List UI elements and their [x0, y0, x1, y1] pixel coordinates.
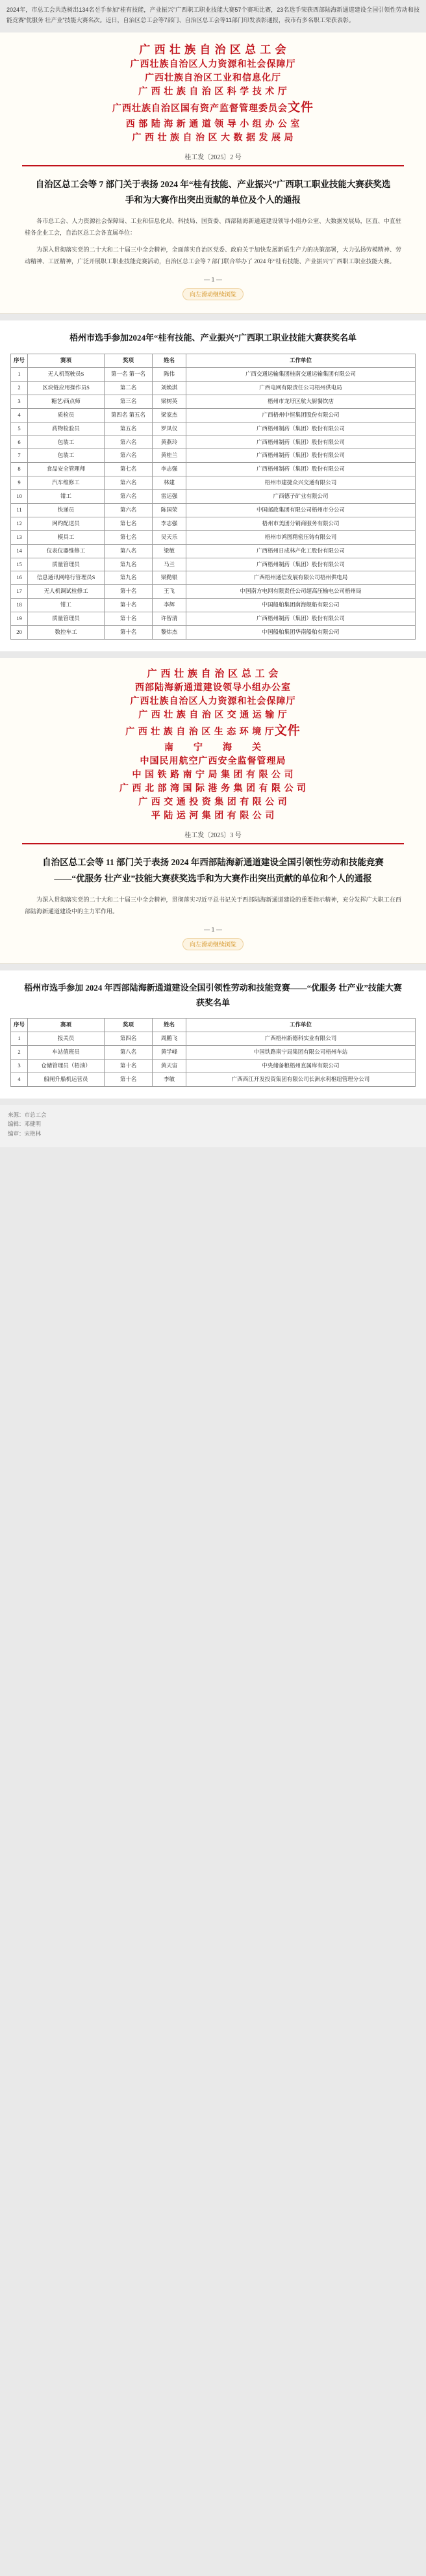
column-header-unit: 工作单位 — [186, 1019, 416, 1032]
table-row — [11, 585, 416, 599]
cell-index: 4 — [11, 408, 28, 422]
issuer-line: 西 部 陆 海 新 通 道 领 导 小 组 办 公 室 — [125, 119, 301, 129]
table-row — [11, 1046, 416, 1060]
cell-name: 吴天乐 — [153, 530, 186, 544]
footer-meta — [0, 1105, 426, 1147]
swipe-hint-label: 向左滑动继续浏览 — [182, 288, 244, 300]
cell-index: 8 — [11, 463, 28, 476]
cell-unit: 广西梧州日成林产化工股份有限公司 — [186, 544, 416, 558]
cell-rank: 第六名 — [105, 476, 153, 490]
cell-event: 报关员 — [28, 1032, 105, 1046]
issuer-line: 南 宁 海 关 — [164, 742, 262, 753]
cell-unit: 中国南方电网有限责任公司超高压输电公司梧州局 — [186, 585, 416, 599]
cell-event: 质量管理员 — [28, 558, 105, 571]
table-row — [11, 503, 416, 517]
cell-unit: 广西梧州制药（集团）股份有限公司 — [186, 422, 416, 436]
issuer-line-text: 广 西 壮 族 自 治 区 生 态 环 境 厅 — [125, 727, 275, 738]
cell-event: 数控车工 — [28, 626, 105, 640]
cell-event: 网约配送员 — [28, 517, 105, 530]
document-title: 自治区总工会等 7 部门关于表扬 2024 年“桂有技能、产业振兴”广西职工职业技能大赛获奖选手和为大赛作出突出贡献的单位及个人的通报 — [35, 179, 391, 205]
cell-index: 17 — [11, 585, 28, 599]
award-list-title: 梧州市选手参加 2024 年西部陆海新通道建设全国引领性劳动和技能竞赛——“优服务 壮产业”技能大赛获奖名单 — [24, 982, 402, 1008]
cell-rank: 第十名 — [105, 1060, 153, 1073]
cell-rank: 第十名 — [105, 1073, 153, 1086]
cell-event: 钳工 — [28, 599, 105, 612]
document-number: 桂工发〔2025〕3 号 — [184, 831, 242, 839]
red-divider-rule — [22, 843, 404, 844]
table-row — [11, 1073, 416, 1086]
cell-name: 陈国荣 — [153, 503, 186, 517]
cell-index: 20 — [11, 626, 28, 640]
swipe-hint-bar[interactable] — [22, 284, 404, 307]
swipe-hint-bar[interactable] — [22, 934, 404, 957]
cell-index: 13 — [11, 530, 28, 544]
table-row — [11, 490, 416, 504]
cell-unit: 梧州市美团分销商服务有限公司 — [186, 517, 416, 530]
issuer-line-with-wenjian — [22, 99, 404, 118]
issuer-line: 广 西 壮 族 自 治 区 交 通 运 输 厅 — [138, 710, 288, 721]
cell-name: 黄学峰 — [153, 1046, 186, 1060]
cell-rank: 第七名 — [105, 530, 153, 544]
document-paragraph: 各市总工会、人力资源社会保障局、工业和信息化局、科技局、国资委、西部陆海新通道建设领导小组办公室、大数据发展局，区直、中直驻桂各企业工会，自治区总工会各直属单位： — [25, 218, 401, 237]
table-row — [11, 395, 416, 408]
intro-section — [0, 0, 426, 33]
cell-event: 仓储管理员（梧油） — [28, 1060, 105, 1073]
cell-name: 李志强 — [153, 463, 186, 476]
cell-rank: 第十名 — [105, 612, 153, 626]
table-row — [11, 1032, 416, 1046]
cell-name: 黄桂兰 — [153, 449, 186, 463]
cell-event: 药物检验员 — [28, 422, 105, 436]
issuer-line: 广西壮族自治区人力资源和社会保障厅 — [130, 697, 296, 707]
table-row — [11, 408, 416, 422]
cell-index: 7 — [11, 449, 28, 463]
wenjian-label: 文件 — [287, 101, 314, 114]
cell-event: 模具工 — [28, 530, 105, 544]
cell-index: 19 — [11, 612, 28, 626]
column-header-event: 赛项 — [28, 1019, 105, 1032]
cell-index: 12 — [11, 517, 28, 530]
cell-rank: 第一名 第一名 — [105, 368, 153, 382]
cell-rank: 第七名 — [105, 517, 153, 530]
cell-rank: 第七名 — [105, 463, 153, 476]
award-table-1 — [10, 354, 416, 640]
cell-rank: 第四名 第五名 — [105, 408, 153, 422]
cell-event: 质检员 — [28, 408, 105, 422]
table-row — [11, 1060, 416, 1073]
cell-index: 10 — [11, 490, 28, 504]
cell-rank: 第四名 — [105, 1032, 153, 1046]
cell-event: 船闸升船机运营员 — [28, 1073, 105, 1086]
column-header-name: 姓名 — [153, 354, 186, 368]
cell-unit: 广西梧州中恒集团股份有限公司 — [186, 408, 416, 422]
issuer-line: 广 西 壮 族 自 治 区 总 工 会 — [147, 668, 279, 679]
cell-rank: 第三名 — [105, 395, 153, 408]
document-page — [0, 0, 426, 1147]
cell-unit: 广西梧州制药（集团）股份有限公司 — [186, 612, 416, 626]
red-header-block-1 — [0, 33, 426, 315]
cell-name: 刘焕淇 — [153, 381, 186, 395]
cell-unit: 中国邮政集团有限公司梧州市分公司 — [186, 503, 416, 517]
cell-name: 雷运强 — [153, 490, 186, 504]
table-header-row — [11, 1019, 416, 1032]
cell-rank: 第六名 — [105, 503, 153, 517]
issuer-line: 广 西 壮 族 自 治 区 总 工 会 — [139, 43, 287, 56]
cell-unit: 中央储备粮梧州直属库有限公司 — [186, 1060, 416, 1073]
cell-name: 陈伟 — [153, 368, 186, 382]
cell-unit: 广西梧州新德科实业有限公司 — [186, 1032, 416, 1046]
cell-unit: 广西电网有限责任公司梧州供电局 — [186, 381, 416, 395]
cell-name: 林建 — [153, 476, 186, 490]
cell-rank: 第六名 — [105, 490, 153, 504]
cell-name: 王飞 — [153, 585, 186, 599]
cell-name: 梁树英 — [153, 395, 186, 408]
cell-name: 黄燕玲 — [153, 436, 186, 449]
issuer-line: 西部陆海新通道建设领导小组办公室 — [135, 683, 291, 694]
award-list-2 — [0, 970, 426, 1099]
cell-name: 许智清 — [153, 612, 186, 626]
cell-name: 马兰 — [153, 558, 186, 571]
column-header-index: 序号 — [11, 1019, 28, 1032]
cell-unit: 广西西江开发投资集团有限公司长洲水利枢纽管理分公司 — [186, 1073, 416, 1086]
red-divider-rule — [22, 165, 404, 166]
cell-index: 9 — [11, 476, 28, 490]
cell-unit: 广西交通运输集团桂南交通运输集团有限公司 — [186, 368, 416, 382]
official-document-2 — [0, 658, 426, 964]
cell-name: 李志强 — [153, 517, 186, 530]
table-row — [11, 422, 416, 436]
issuer-line: 平 陆 运 河 集 团 有 限 公 司 — [151, 811, 275, 821]
cell-unit: 梧州市鸿图精密压铸有限公司 — [186, 530, 416, 544]
cell-unit: 梧州市建捷众兴交通有限公司 — [186, 476, 416, 490]
table-row — [11, 530, 416, 544]
intro-paragraph-1: 2024年，市总工会共选树出134名선手参加“桂有技能，产业振兴”广西职工职业技能大赛57个赛项比赛，23名选手荣获西部陆海新通道建设全国引领性劳动和技能竞赛“优服务 壮产业”技能大赛名次。近日，自治区总工会等7部门、自治区总工会等11部门印发表彰通报，我市有多名职工荣获表彰。 — [6, 7, 420, 23]
cell-index: 18 — [11, 599, 28, 612]
column-header-event: 赛项 — [28, 354, 105, 368]
cell-index: 11 — [11, 503, 28, 517]
table-row — [11, 558, 416, 571]
issuer-line: 广 西 壮 族 自 治 区 大 数 据 发 展 局 — [132, 133, 294, 143]
red-header-block-2 — [0, 658, 426, 964]
cell-event: 仪表仪器维修工 — [28, 544, 105, 558]
cell-rank: 第十名 — [105, 599, 153, 612]
cell-unit: 广西梧州制药（集团）股份有限公司 — [186, 449, 416, 463]
table-row — [11, 599, 416, 612]
cell-index: 4 — [11, 1073, 28, 1086]
document-number: 桂工发〔2025〕2 号 — [184, 153, 242, 161]
issuer-line: 广 西 交 通 投 资 集 团 有 限 公 司 — [138, 797, 288, 807]
issuer-line-text: 广西壮族自治区国有资产监督管理委员会 — [112, 104, 288, 114]
table-row — [11, 544, 416, 558]
cell-event: 包装工 — [28, 449, 105, 463]
footer-source: 来源：市总工会 — [8, 1111, 47, 1118]
cell-index: 16 — [11, 571, 28, 585]
cell-unit: 中国船舶集团南海舰船有限公司 — [186, 599, 416, 612]
cell-unit: 广西梧州制药（集团）股份有限公司 — [186, 436, 416, 449]
issuer-line: 广西壮族自治区人力资源和社会保障厅 — [130, 60, 296, 70]
cell-index: 3 — [11, 1060, 28, 1073]
swipe-hint-label: 向左滑动继续浏览 — [182, 938, 244, 950]
cell-name: 李辉 — [153, 599, 186, 612]
cell-rank: 第十名 — [105, 626, 153, 640]
cell-event: 无人机调试检修工 — [28, 585, 105, 599]
cell-event: 信息通讯网络行管理员S — [28, 571, 105, 585]
table-row — [11, 612, 416, 626]
document-body — [22, 894, 404, 917]
cell-index: 2 — [11, 1046, 28, 1060]
issuer-line: 中国民用航空广西安全监督管理局 — [140, 756, 286, 766]
cell-index: 1 — [11, 368, 28, 382]
issuer-line: 广 西 北 部 湾 国 际 港 务 集 团 有 限 公 司 — [119, 783, 307, 794]
document-paragraph: 为深入贯彻落实党的二十大和二十届三中全会精神，贯彻落实习近平总书记关于西部陆海新通道建设的重要指示精神，充分发挥广大职工在西部陆海新通道建设中的主力军作用。 — [25, 896, 401, 915]
cell-index: 2 — [11, 381, 28, 395]
cell-unit: 广西德子矿业有限公司 — [186, 490, 416, 504]
cell-rank: 第六名 — [105, 449, 153, 463]
cell-event: 汽车维修工 — [28, 476, 105, 490]
footer-reviewer: 编审：宋艳林 — [8, 1130, 42, 1137]
issuer-line: 广 西 壮 族 自 治 区 科 学 技 术 厅 — [138, 87, 288, 97]
issuer-line: 广西壮族自治区工业和信息化厅 — [145, 73, 281, 83]
issuer-line: 中 国 铁 路 南 宁 局 集 团 有 限 公 司 — [132, 770, 294, 780]
table-row — [11, 368, 416, 382]
cell-name: 周鹏飞 — [153, 1032, 186, 1046]
table-row — [11, 449, 416, 463]
cell-event: 区块链应用操作员S — [28, 381, 105, 395]
award-table-2 — [10, 1018, 416, 1086]
cell-rank: 第五名 — [105, 422, 153, 436]
column-header-index: 序号 — [11, 354, 28, 368]
document-paragraph: 为深入贯彻落实党的二十大和二十届三中全会精神，全面落实自治区党委、政府关于加快发展新质生产力的决策部署，大力弘扬劳模精神、劳动精神、工匠精神，广泛开展职工职业技能竞赛活动，自治区总工会等 7 部门联合举办了 2024 年“桂有技能、产业振兴”广西职工职业技能大赛。 — [25, 246, 401, 265]
page-number: — 1 — — [203, 276, 222, 283]
table-row — [11, 517, 416, 530]
cell-name: 梁家杰 — [153, 408, 186, 422]
cell-unit: 中国铁路南宁局集团有限公司梧州车站 — [186, 1046, 416, 1060]
column-header-unit: 工作单位 — [186, 354, 416, 368]
cell-rank: 第八名 — [105, 1046, 153, 1060]
cell-event: 质量管理员 — [28, 612, 105, 626]
column-header-name: 姓名 — [153, 1019, 186, 1032]
cell-event: 无人机驾驶员S — [28, 368, 105, 382]
cell-event: 糖艺/西点师 — [28, 395, 105, 408]
issuer-line-with-wenjian — [22, 722, 404, 741]
table-row — [11, 381, 416, 395]
cell-name: 梁敏 — [153, 544, 186, 558]
cell-event: 食品安全管理师 — [28, 463, 105, 476]
cell-index: 3 — [11, 395, 28, 408]
cell-event: 车站值班员 — [28, 1046, 105, 1060]
cell-name: 黄天宙 — [153, 1060, 186, 1073]
cell-rank: 第八名 — [105, 544, 153, 558]
cell-index: 5 — [11, 422, 28, 436]
table-row — [11, 436, 416, 449]
cell-rank: 第二名 — [105, 381, 153, 395]
cell-rank: 第六名 — [105, 436, 153, 449]
table-row — [11, 626, 416, 640]
document-body — [22, 215, 404, 267]
table-row — [11, 463, 416, 476]
cell-unit: 中国船舶集团华南船舶有限公司 — [186, 626, 416, 640]
column-header-rank: 奖项 — [105, 1019, 153, 1032]
footer-editor: 编辑：邓健明 — [8, 1121, 42, 1128]
table-row — [11, 571, 416, 585]
document-title: 自治区总工会等 11 部门关于表扬 2024 年西部陆海新通道建设全国引领性劳动和技能竞赛——“优服务 壮产业”技能大赛获奖选手和为大赛作出突出贡献的单位和个人的通报 — [42, 857, 384, 883]
award-list-title: 梧州市选手参加2024年“桂有技能、产业振兴”广西职工职业技能大赛获奖名单 — [69, 333, 357, 343]
cell-event: 钳工 — [28, 490, 105, 504]
cell-rank: 第九名 — [105, 571, 153, 585]
cell-index: 14 — [11, 544, 28, 558]
page-number: — 1 — — [203, 926, 222, 933]
cell-event: 快递员 — [28, 503, 105, 517]
official-document-1 — [0, 33, 426, 315]
cell-name: 黎炜杰 — [153, 626, 186, 640]
column-header-rank: 奖项 — [105, 354, 153, 368]
cell-unit: 广西梧州制药（集团）股份有限公司 — [186, 558, 416, 571]
cell-name: 罗凤仪 — [153, 422, 186, 436]
cell-index: 15 — [11, 558, 28, 571]
cell-unit: 梧州市龙圩区航大厨餐饮店 — [186, 395, 416, 408]
cell-unit: 广西梧州制药（集团）股份有限公司 — [186, 463, 416, 476]
cell-name: 梁勤银 — [153, 571, 186, 585]
cell-index: 1 — [11, 1032, 28, 1046]
wenjian-label: 文件 — [274, 724, 301, 738]
table-header-row — [11, 354, 416, 368]
cell-name: 李敏 — [153, 1073, 186, 1086]
cell-unit: 广西梧州通信发展有限公司梧州供电局 — [186, 571, 416, 585]
cell-rank: 第九名 — [105, 558, 153, 571]
cell-rank: 第十名 — [105, 585, 153, 599]
award-list-1 — [0, 320, 426, 651]
table-row — [11, 476, 416, 490]
cell-event: 包装工 — [28, 436, 105, 449]
cell-index: 6 — [11, 436, 28, 449]
